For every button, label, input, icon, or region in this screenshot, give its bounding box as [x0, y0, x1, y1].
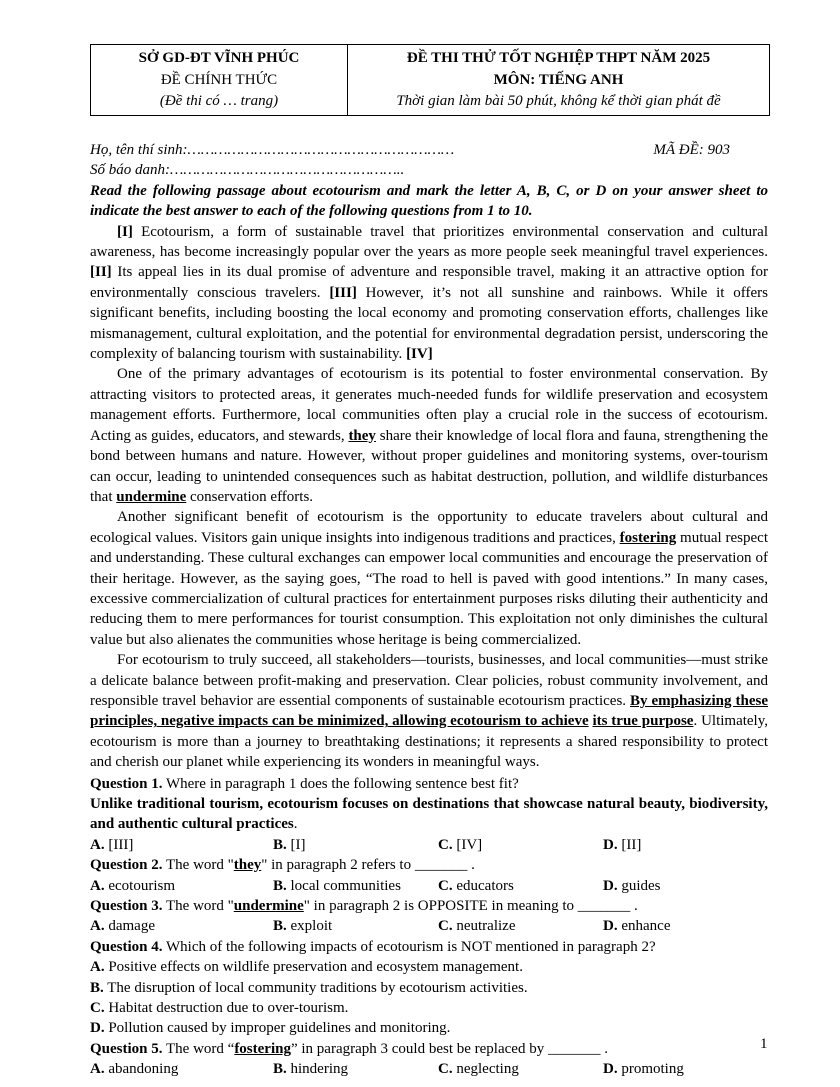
exam-subject: MÔN: TIẾNG ANH — [493, 71, 624, 88]
question-4: Question 4. Which of the following impacts of ecotourism is NOT mentioned in paragraph 2? — [90, 938, 656, 955]
option-b[interactable]: B. local communities — [273, 877, 401, 894]
exam-code: MÃ ĐỀ: 903 — [653, 142, 730, 158]
paragraph-2: One of the primary advantages of ecotourism is its potential to foster environmental conservation. By attracting visitors to protected areas, it generates much-needed funds for wildlife preservation and ecosystem management efforts. Furthermore, local communities often play a crucial role in the success of ecotourism. Acting as guides, educators, and stewards, they share their knowledge of local flora and fauna, strengthening the bond between humans and nature. However, without proper guidelines and monitoring systems, over-tourism can occur, leading to unintended consequences such as habitat destruction, pollution, and wildlife disturbances that undermine conservation efforts. — [90, 366, 769, 505]
option-a[interactable]: A. Positive effects on wildlife preservation and ecosystem management. — [90, 959, 523, 976]
department-name: SỞ GD-ĐT VĨNH PHÚC — [138, 50, 300, 66]
official-status: ĐỀ CHÍNH THỨC — [160, 71, 278, 88]
option-a[interactable]: A. abandoning — [90, 1061, 179, 1078]
option-c[interactable]: C. Habitat destruction due to over-tourism. — [90, 1000, 349, 1017]
marker-iii: [III] — [329, 284, 357, 301]
header-right — [348, 45, 769, 115]
candidate-id-field: Số báo danh:…………………………………………….. — [90, 162, 405, 179]
option-a[interactable]: A. ecotourism — [90, 877, 175, 894]
option-c[interactable]: C. [IV] — [438, 836, 483, 853]
header-left — [91, 45, 348, 115]
paragraph-3: Another significant benefit of ecotourism is the opportunity to educate travelers about cultural and ecological values. Visitors gain unique insights into indigenous traditions and practices, fostering mutual respect and understanding. These cultural exchanges can empower local communities and encourage the preservation of their heritage. However, as the saying goes, “The road to hell is paved with good intentions.” In many cases, excessive commercialization of cultural practices for entertainment purposes risks diluting their authenticity and reducing them to mere performances for tourist consumption. This exploitation not only diminishes the cultural value but also alienates the communities whose heritage is being commercialized. — [90, 509, 768, 648]
question-3-options — [90, 916, 768, 936]
question-1-options — [90, 835, 768, 855]
paragraph-4: For ecotourism to truly succeed, all stakeholders—tourists, businesses, and local communities—must strike a delicate balance between profit-making and preservation. Clear policies, robust community involvement, and responsible travel behavior are essential components of sustainable ecotourism practices. By emphasizing these principles, negative impacts can be minimized, allowing ecotourism to achieve its true purpose. Ultimately, ecotourism is more than a journey to breathtaking destinations; it represents a shared responsibility to protect and cherish our planet while experiencing its wonders in meaningful ways. — [90, 652, 768, 771]
marker-iv: [IV] — [406, 346, 433, 363]
page-count-note: (Đề thi có … trang) — [159, 93, 279, 109]
question-2-options — [90, 876, 768, 896]
highlight-they: they — [348, 427, 376, 444]
candidate-name-row — [90, 140, 768, 160]
question-5-options — [90, 1059, 768, 1079]
marker-ii: [II] — [90, 264, 112, 281]
option-b[interactable]: B. The disruption of local community traditions by ecotourism activities. — [90, 979, 528, 996]
highlight-sentence: By emphasizing these principles, negative impacts can be minimized, allowing ecotourism to achieve — [90, 692, 768, 730]
option-d[interactable]: D. enhance — [603, 918, 671, 935]
page-number: 1 — [760, 1036, 768, 1052]
exam-header — [90, 44, 770, 116]
question-3: Question 3. The word "undermine" in paragraph 2 is OPPOSITE in meaning to _______ . — [90, 898, 638, 915]
exam-content — [90, 140, 768, 1080]
marker-i: [I] — [117, 223, 133, 240]
highlight-undermine: undermine — [116, 488, 187, 505]
instruction: Read the following passage about ecotourism and mark the letter A, B, C, or D on your answer sheet to indicate the best answer to each of the following questions from 1 to 10. — [90, 182, 768, 220]
highlight-its-true-purpose: its true purpose — [592, 713, 694, 730]
option-d[interactable]: D. [II] — [603, 836, 642, 853]
highlight-fostering: fostering — [619, 529, 677, 546]
option-b[interactable]: B. [I] — [273, 836, 306, 853]
option-d[interactable]: D. promoting — [603, 1061, 684, 1078]
option-c[interactable]: C. educators — [438, 877, 514, 894]
exam-time: Thời gian làm bài 50 phút, không kể thời gian phát đề — [396, 93, 721, 109]
question-5: Question 5. The word “fostering” in paragraph 3 could best be replaced by _______ . — [90, 1040, 608, 1057]
candidate-name-field: Họ, tên thí sinh:…………………………………………………… — [90, 142, 455, 158]
option-d[interactable]: D. Pollution caused by improper guidelines and monitoring. — [90, 1020, 451, 1037]
question-2: Question 2. The word "they" in paragraph 2 refers to _______ . — [90, 857, 475, 874]
option-d[interactable]: D. guides — [603, 877, 661, 894]
option-b[interactable]: B. hindering — [273, 1061, 349, 1078]
option-a[interactable]: A. [III] — [90, 836, 134, 853]
paragraph-1: [I] Ecotourism, a form of sustainable travel that prioritizes environmental conservation and cultural awareness, has become increasingly popular over the years as more people seek meaningful travel experiences. [II] Its appeal lies in its dual promise of adventure and responsible travel, making it an attractive option for environmentally conscious travelers. [III] However, it’s not all sunshine and rainbows. While it offers significant benefits, including boosting the local economy and promoting conservation efforts, challenges like mismanagement, cultural exploitation, and the potential for environmental degradation persist, underscoring the complexity of balancing tourism with sustainability. [IV] — [90, 223, 768, 363]
option-a[interactable]: A. damage — [90, 918, 155, 935]
option-b[interactable]: B. exploit — [273, 918, 333, 935]
option-c[interactable]: C. neutralize — [438, 918, 516, 935]
option-c[interactable]: C. neglecting — [438, 1061, 519, 1078]
question-1-quote: Unlike traditional tourism, ecotourism focuses on destinations that showcase natural beauty, biodiversity, and authentic cultural practices. — [90, 796, 768, 833]
exam-title: ĐỀ THI THỬ TỐT NGHIỆP THPT NĂM 2025 — [406, 50, 711, 66]
question-1: Question 1. Where in paragraph 1 does the following sentence best fit? — [90, 775, 519, 792]
